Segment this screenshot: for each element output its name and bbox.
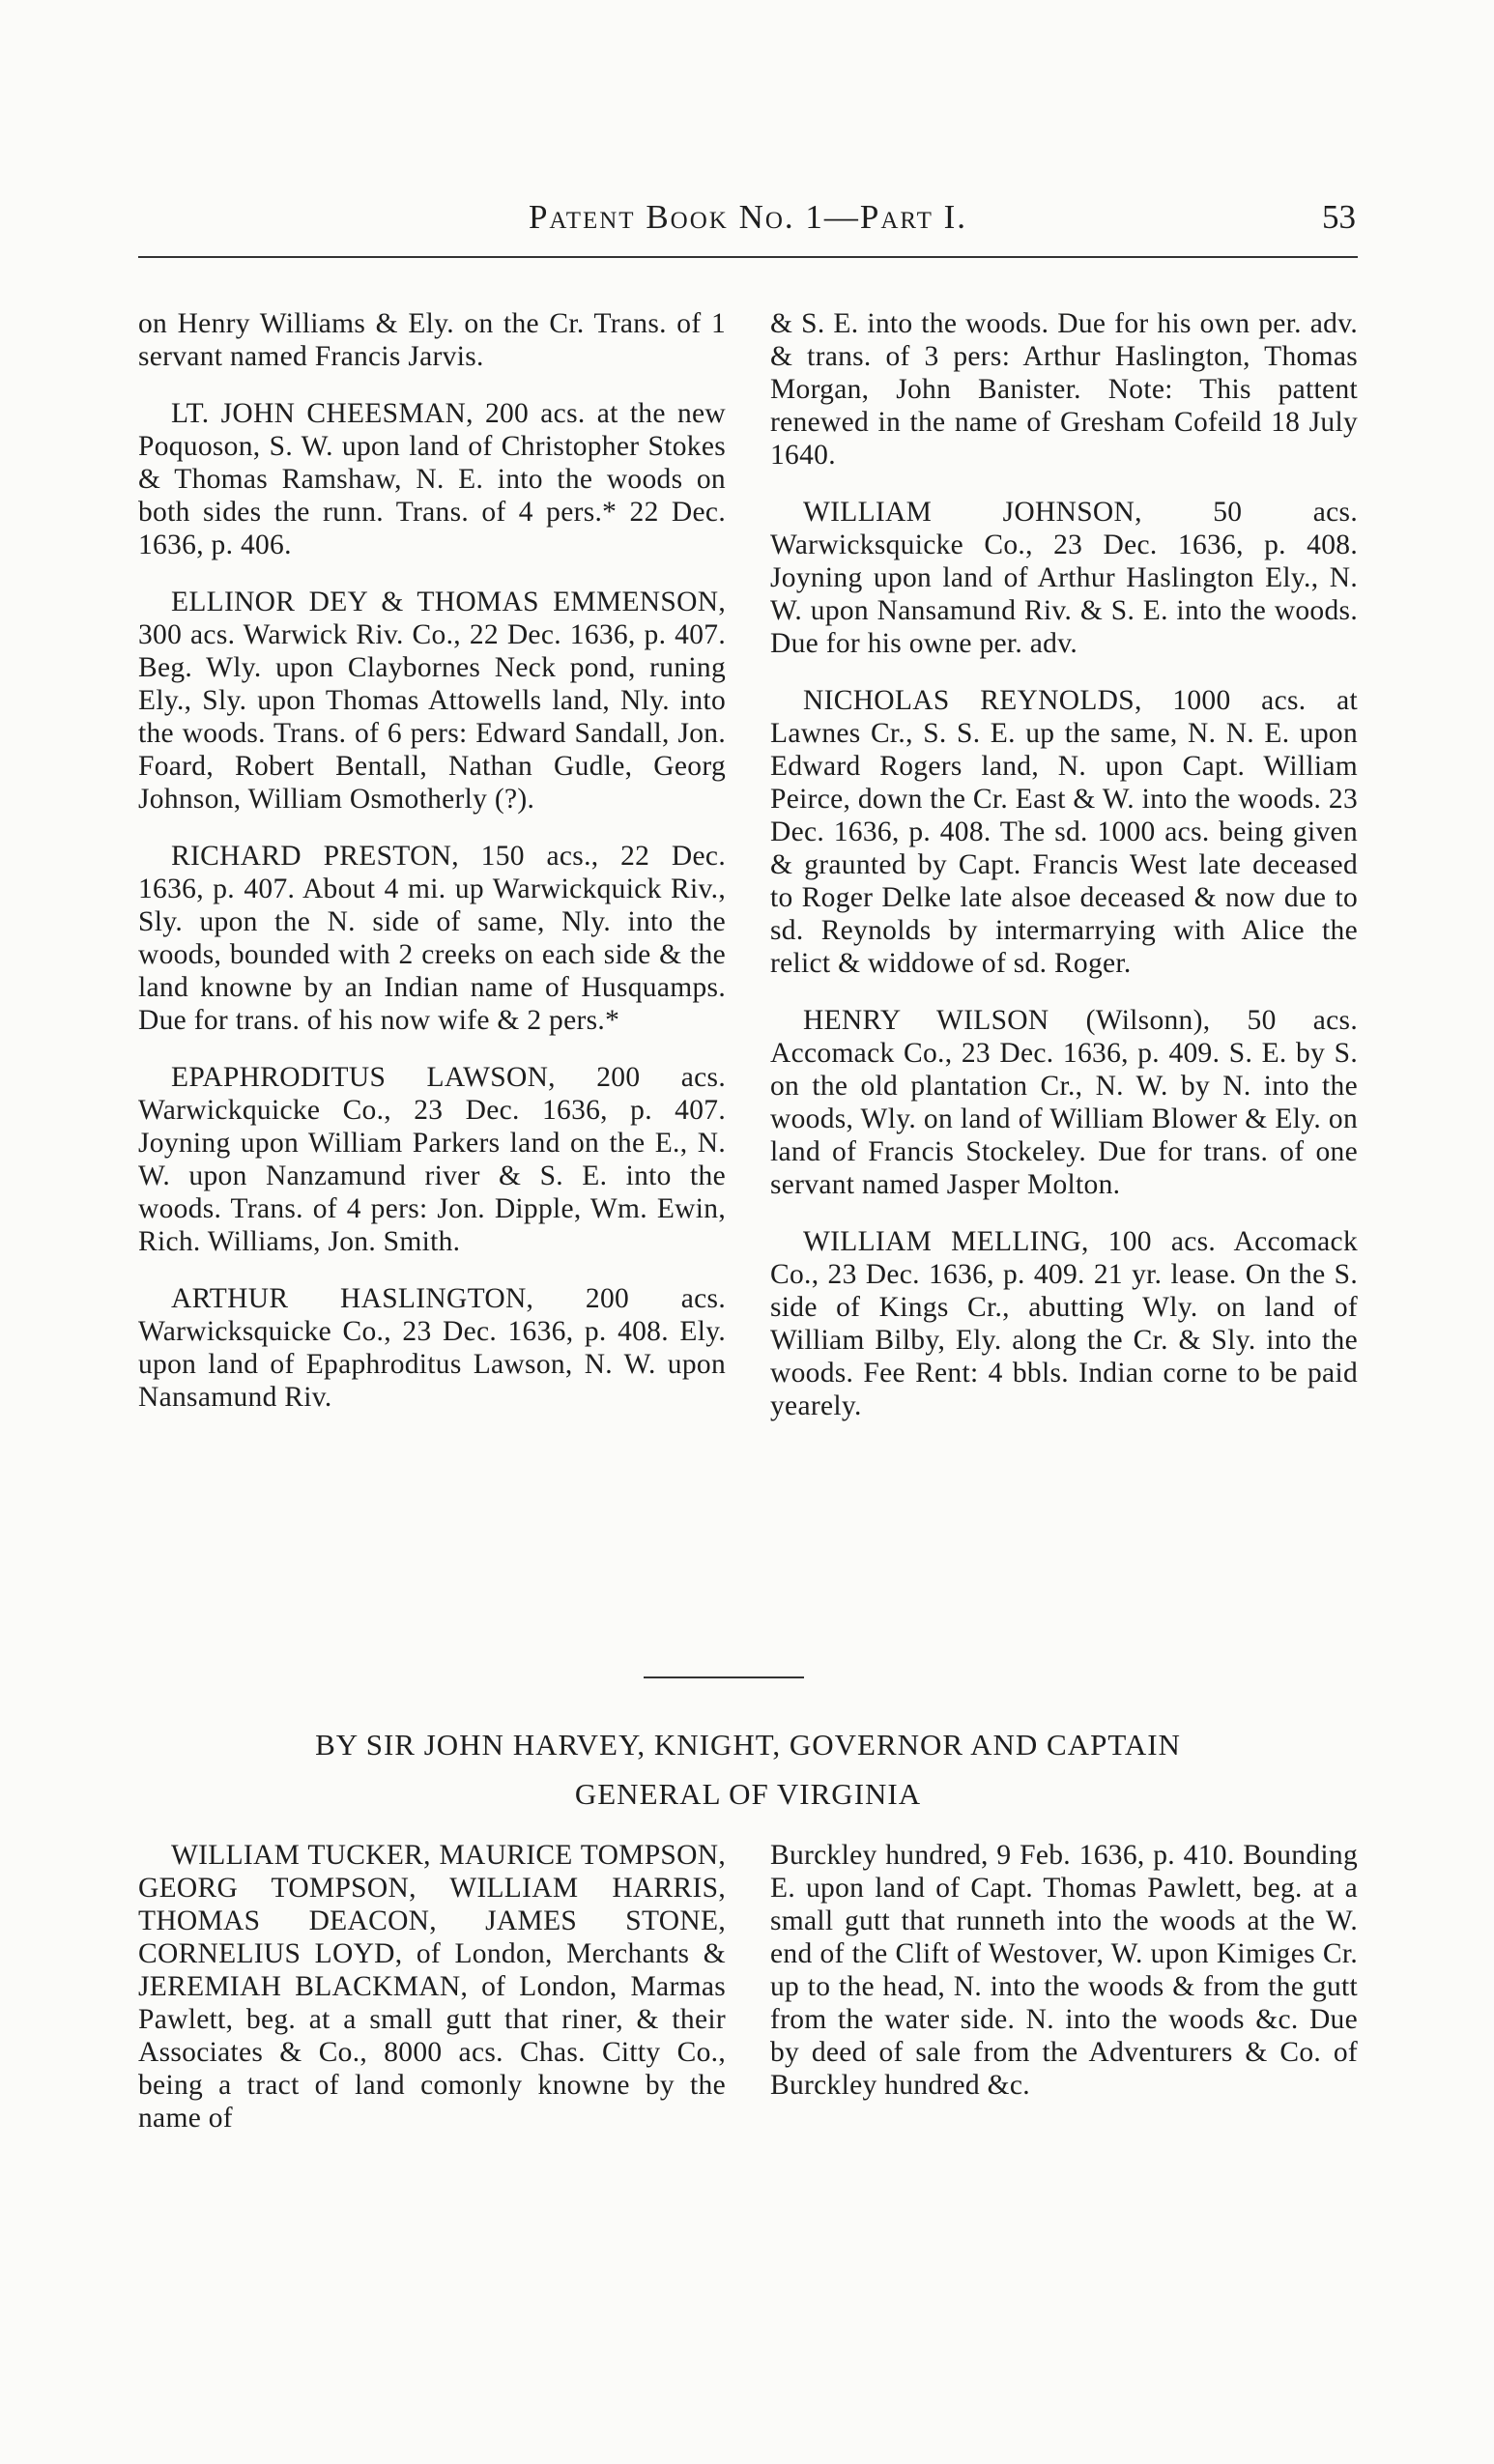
patent-entry: Burckley hundred, 9 Feb. 1636, p. 410. Bounding E. upon land of Capt. Thomas Pawlett, beg. at a small gutt that runneth into the woods at the W. end of the Clift of Westover, W. upon Kimiges Cr. up to the head, N. into the woods & from the gutt from the water side. N. into the woods &c. Due by deed of sale from the Adventurers & Co. of Burckley hundred &c. [770,1840,1358,2101]
patent-entry: WILLIAM MELLING, 100 acs. Accomack Co., 23 Dec. 1636, p. 409. 21 yr. lease. On the S. side of Kings Cr., abutting Wly. on land of William Bilby, Ely. along the Cr. & Sly. into the woods. Fee Rent: 4 bbls. Indian corne to be paid yearely. [770,1226,1358,1421]
page-header [138,198,1358,258]
patent-entry: HENRY WILSON (Wilsonn), 50 acs. Accomack Co., 23 Dec. 1636, p. 409. S. E. by S. on the old plantation Cr., N. W. by N. into the woods, Wly. on land of William Blower & Ely. on land of Francis Stockeley. Due for trans. of one servant named Jasper Molton. [770,1005,1358,1200]
right-column-top [770,307,1358,1447]
section-heading [138,1720,1358,1819]
section-heading-line-1: BY SIR JOHN HARVEY, KNIGHT, GOVERNOR AND CAPTAIN [315,1728,1181,1762]
patent-entry: on Henry Williams & Ely. on the Cr. Trans. of 1 servant named Francis Jarvis. [138,308,726,372]
page-number: 53 [1322,198,1356,236]
patent-entry: RICHARD PRESTON, 150 acs., 22 Dec. 1636, p. 407. About 4 mi. up Warwickquick Riv., Sly. upon the N. side of same, Nly. into the woods, bounded with 2 creeks on each side & the land knowne by an Indian name of Husquamps. Due for trans. of his now wife & 2 pers.* [138,841,726,1036]
patent-entry: LT. JOHN CHEESMAN, 200 acs. at the new Poquoson, S. W. upon land of Christopher Stokes & Thomas Ramshaw, N. E. into the woods on both sides the runn. Trans. of 4 pers.* 22 Dec. 1636, p. 406. [138,398,726,560]
section-divider [644,1676,804,1678]
left-column-top [138,307,726,1438]
patent-entry: WILLIAM TUCKER, MAURICE TOMPSON, GEORG TOMPSON, WILLIAM HARRIS, THOMAS DEACON, JAMES STONE, CORNELIUS LOYD, of London, Merchants & JEREMIAH BLACKMAN, of London, Marmas Pawlett, beg. at a small gutt that riner, & their Associates & Co., 8000 acs. Chas. Citty Co., being a tract of land comonly knowne by the name of [138,1840,726,2134]
patent-entry: ARTHUR HASLINGTON, 200 acs. Warwicksquicke Co., 23 Dec. 1636, p. 408. Ely. upon land of Epaphroditus Lawson, N. W. upon Nansamund Riv. [138,1283,726,1413]
left-column-bottom [138,1839,726,2159]
patent-entry: NICHOLAS REYNOLDS, 1000 acs. at Lawnes Cr., S. S. E. up the same, N. N. E. upon Edward Rogers land, N. upon Capt. William Peirce, down the Cr. East & W. into the woods. 23 Dec. 1636, p. 408. The sd. 1000 acs. being given & graunted by Capt. Francis West late deceased to Roger Delke late alsoe deceased & now due to sd. Reynolds by intermarrying with Alice the relict & widdowe of sd. Roger. [770,685,1358,979]
patent-entry: WILLIAM JOHNSON, 50 acs. Warwicksquicke Co., 23 Dec. 1636, p. 408. Joyning upon land of Arthur Haslington Ely., N. W. upon Nansamund Riv. & S. E. into the woods. Due for his owne per. adv. [770,497,1358,659]
running-title: Patent Book No. 1—Part I. [528,198,968,236]
right-column-bottom [770,1839,1358,2126]
patent-entry: & S. E. into the woods. Due for his own per. adv. & trans. of 3 pers: Arthur Haslington, Thomas Morgan, John Banister. Note: This pattent renewed in the name of Gresham Cofeild 18 July 1640. [770,308,1358,471]
patent-entry: ELLINOR DEY & THOMAS EMMENSON, 300 acs. Warwick Riv. Co., 22 Dec. 1636, p. 407. Beg. Wly. upon Claybornes Neck pond, runing Ely., Sly. upon Thomas Attowells land, Nly. into the woods. Trans. of 6 pers: Edward Sandall, Jon. Foard, Robert Bentall, Nathan Gudle, Georg Johnson, William Osmotherly (?). [138,587,726,815]
patent-entry: EPAPHRODITUS LAWSON, 200 acs. Warwickquicke Co., 23 Dec. 1636, p. 407. Joyning upon William Parkers land on the E., N. W. upon Nanzamund river & S. E. into the woods. Trans. of 4 pers: Jon. Dipple, Wm. Ewin, Rich. Williams, Jon. Smith. [138,1062,726,1257]
section-heading-line-2: GENERAL OF VIRGINIA [574,1777,922,1811]
